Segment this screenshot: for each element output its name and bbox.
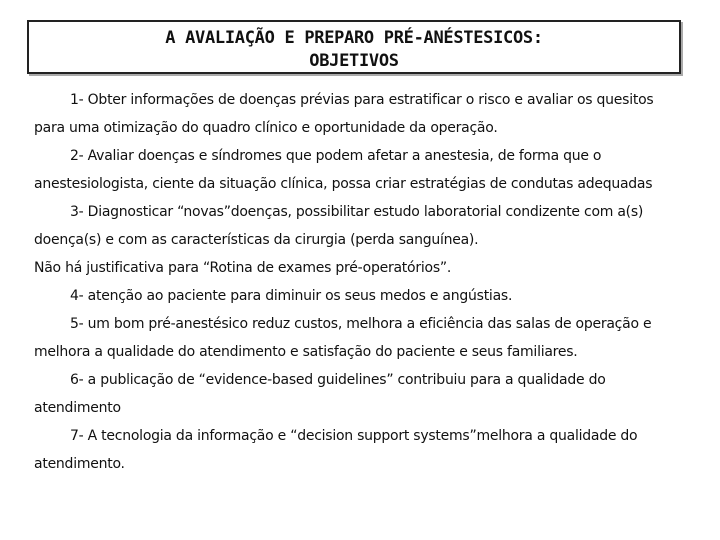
objective-4: 4- atenção ao paciente para diminuir os seus medos e angústias.	[70, 288, 513, 304]
title-box	[27, 20, 681, 74]
objective-7: 7- A tecnologia da informação e “decision support systems”melhora a qualidade do atendimento.	[34, 428, 638, 472]
objective-5: 5- um bom pré-anestésico reduz custos, melhora a eficiência das salas de operação e melhora a qualidade do atendimento e satisfação do paciente e seus familiares.	[34, 316, 652, 360]
objective-6: 6- a publicação de “evidence-based guidelines” contribuiu para a qualidade do atendimento	[34, 372, 606, 416]
slide-subtitle: OBJETIVOS	[309, 51, 399, 71]
objective-1: 1- Obter informações de doenças prévias para estratificar o risco e avaliar os quesitos para uma otimização do quadro clínico e oportunidade da operação.	[34, 92, 654, 136]
objective-2: 2- Avaliar doenças e síndromes que podem afetar a anestesia, de forma que o anestesiologista, ciente da situação clínica, possa criar estratégias de condutas adequadas	[34, 148, 653, 192]
routine-exams-note: Não há justificativa para “Rotina de exames pré-operatórios”.	[34, 260, 452, 276]
slide-title: A AVALIAÇÃO E PREPARO PRÉ-ANÉSTESICOS:	[165, 28, 543, 48]
objective-3: 3- Diagnosticar “novas”doenças, possibilitar estudo laboratorial condizente com a(s) doença(s) e com as características da cirurgia (perda sanguínea).	[34, 204, 644, 248]
body-text	[34, 86, 679, 478]
